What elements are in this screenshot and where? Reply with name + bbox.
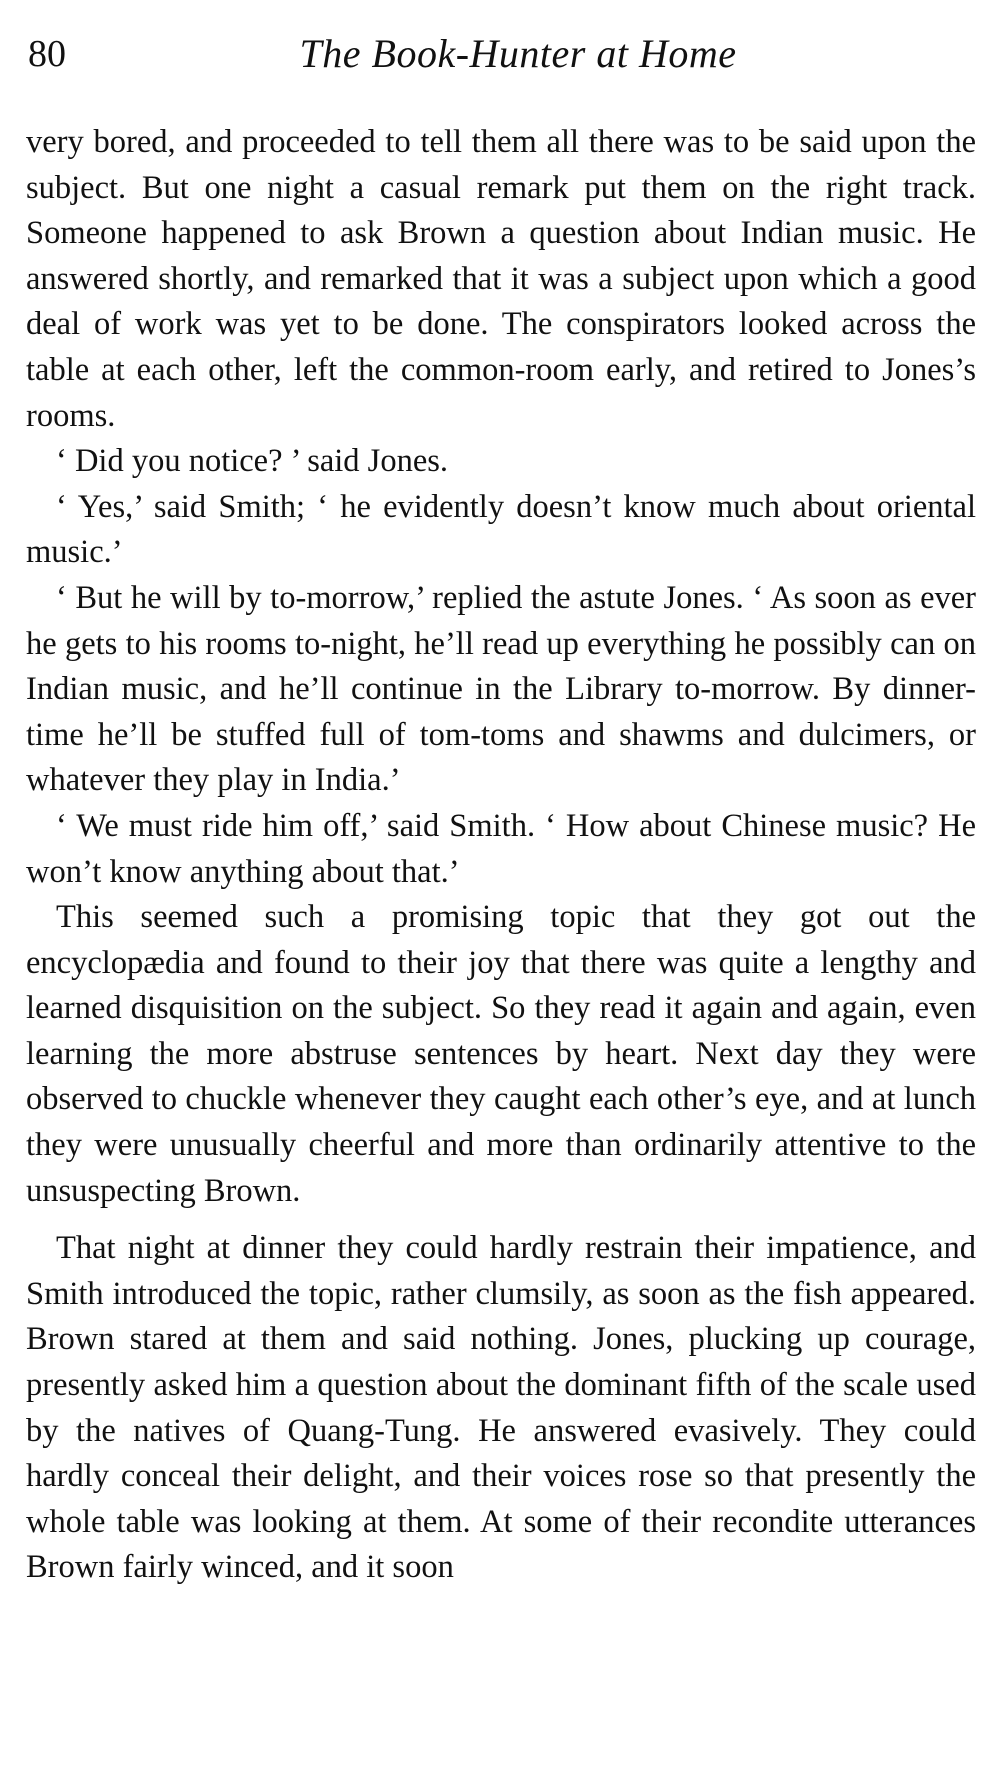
paragraph-dialogue-jones: ‘ Did you notice? ’ said Jones. [56, 443, 449, 480]
book-title: The Book-Hunter at Home [299, 31, 737, 76]
paragraph-dialogue-smith: ‘ Yes,’ said Smith; ‘ he evidently doesn’t know much about oriental music.’ [26, 488, 976, 571]
paragraph-dialogue-jones-reply: ‘ But he will by to-morrow,’ replied the astute Jones. ‘ As soon as ever he gets to his rooms to-night, he’ll read up everything he possibly can on Indian music, and he’ll continue in the Library to-morrow. By dinner-time he’ll be stuffed full of tom-toms and shawms and dulcimers, or whatever they play in India.’ [26, 579, 976, 799]
paragraph-dialogue-smith-chinese: ‘ We must ride him off,’ said Smith. ‘ How about Chinese music? He won’t know anything about that.’ [26, 807, 976, 890]
paragraph-dinner: That night at dinner they could hardly restrain their impatience, and Smith introduced the topic, rather clumsily, as soon as the fish appeared. Brown stared at them and said nothing. Jones, plucking up courage, presently asked him a question about the dominant fifth of the scale used by the natives of Quang-Tung. He answered evasively. They could hardly conceal their delight, and their voices rose so that presently the whole table was looking at them. At some of their recondite utterances Brown fairly winced, and it soon [26, 1230, 976, 1586]
paragraph-encyclopaedia: This seemed such a promising topic that they got out the encyclopædia and found to their joy that there was quite a lengthy and learned disquisition on the subject. So they read it again and again, even learning the more abstruse sentences by heart. Next day they were observed to chuckle whenever they caught each other’s eye, and at lunch they were unusually cheerful and more than ordinarily attentive to the unsuspecting Brown. [26, 899, 976, 1209]
running-head [28, 26, 978, 82]
body-text [26, 120, 976, 1591]
paragraph-continuation: very bored, and proceeded to tell them all there was to be said upon the subject. But one night a casual remark put them on the right track. Someone happened to ask Brown a question about Indian music. He answered shortly, and remarked that it was a subject upon which a good deal of work was yet to be done. The conspirators looked across the table at each other, left the common-room early, and retired to Jones’s rooms. [26, 124, 976, 434]
page-number: 80 [28, 33, 66, 75]
